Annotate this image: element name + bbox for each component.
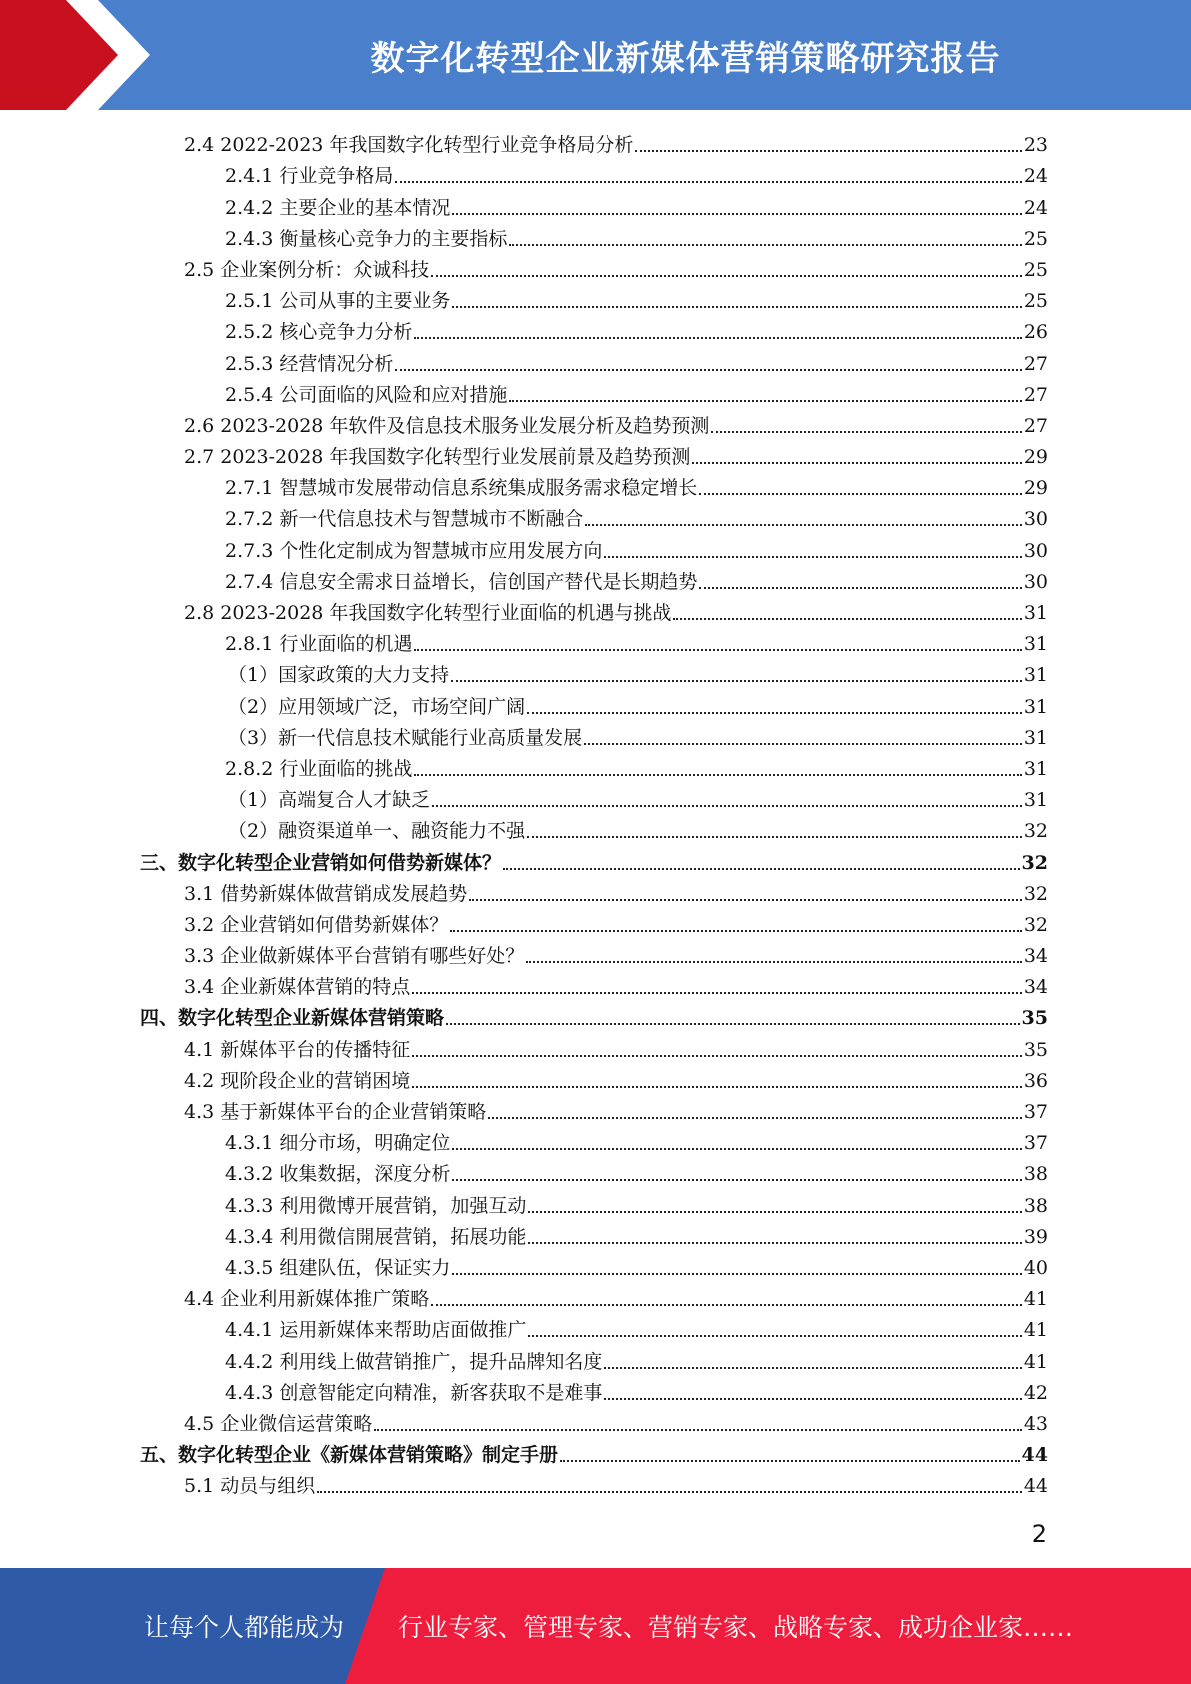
toc-entry-page: 31: [1023, 789, 1048, 812]
toc-entry[interactable]: [140, 190, 1048, 221]
toc-entry[interactable]: [140, 1344, 1048, 1375]
toc-entry[interactable]: [140, 1438, 1048, 1469]
toc-entry-label: （2）融资渠道单一、融资能力不强: [228, 820, 526, 843]
toc-dot-leader: [414, 774, 1021, 776]
toc-dot-leader: [451, 680, 1022, 682]
toc-entry-label: 2.5.1 公司从事的主要业务: [225, 290, 451, 313]
toc-dot-leader: [527, 712, 1022, 714]
toc-dot-leader: [560, 1460, 1020, 1462]
toc-entry-page: 42: [1023, 1381, 1048, 1404]
toc-dot-leader: [317, 1491, 1022, 1493]
toc-entry-label: 2.6 2023-2028 年软件及信息技术服务业发展分析及趋势预测: [184, 414, 710, 437]
toc-entry-label: 2.7.1 智慧城市发展带动信息系统集成服务需求稳定增长: [225, 477, 698, 500]
toc-entry[interactable]: [140, 1469, 1048, 1500]
toc-entry-page: 38: [1023, 1194, 1048, 1217]
toc-entry[interactable]: [140, 409, 1048, 440]
toc-entry[interactable]: [140, 159, 1048, 190]
header-chevron-decoration: [0, 0, 160, 110]
toc-entry-label: 2.8.2 行业面临的挑战: [225, 757, 413, 780]
toc-entry-label: 4.4.3 创意智能定向精准，新客获取不是难事: [225, 1381, 603, 1404]
toc-entry-page: 37: [1023, 1132, 1048, 1155]
toc-entry[interactable]: [140, 721, 1048, 752]
toc-entry-label: 4.3.5 组建队伍，保证实力: [225, 1256, 451, 1279]
toc-entry-label: 2.4.2 主要企业的基本情况: [225, 196, 451, 219]
toc-entry[interactable]: [140, 315, 1048, 346]
toc-dot-leader: [432, 805, 1022, 807]
toc-dot-leader: [395, 369, 1021, 371]
toc-dot-leader: [431, 275, 1022, 277]
toc-entry[interactable]: [140, 502, 1048, 533]
toc-dot-leader: [374, 1429, 1022, 1431]
toc-dot-leader: [528, 1211, 1021, 1213]
toc-entry-label: 2.5.3 经营情况分析: [225, 352, 394, 375]
toc-dot-leader: [452, 1273, 1021, 1275]
toc-entry-label: 3.1 借势新媒体做营销成发展趋势: [184, 882, 468, 905]
toc-entry-page: 35: [1023, 1038, 1048, 1061]
toc-entry[interactable]: [140, 877, 1048, 908]
toc-dot-leader: [528, 1335, 1021, 1337]
toc-entry[interactable]: [140, 284, 1048, 315]
toc-entry[interactable]: [140, 533, 1048, 564]
toc-entry-page: 31: [1023, 633, 1048, 656]
toc-entry[interactable]: [140, 1157, 1048, 1188]
toc-entry[interactable]: [140, 908, 1048, 939]
toc-entry-page: 44: [1021, 1444, 1048, 1467]
toc-entry-label: 2.7.4 信息安全需求日益增长，信创国产替代是长期趋势: [225, 570, 698, 593]
toc-entry[interactable]: [140, 783, 1048, 814]
toc-entry-label: 3.2 企业营销如何借势新媒体？: [184, 913, 449, 936]
toc-entry-page: 24: [1023, 196, 1048, 219]
toc-dot-leader: [528, 1242, 1021, 1244]
toc-dot-leader: [604, 1367, 1021, 1369]
footer-slogan-right: 行业专家、管理专家、营销专家、战略专家、成功企业家……: [398, 1613, 1074, 1642]
toc-entry-page: 31: [1023, 726, 1048, 749]
toc-entry[interactable]: [140, 471, 1048, 502]
toc-dot-leader: [452, 1148, 1021, 1150]
toc-entry-label: 五、数字化转型企业《新媒体营销策略》制定手册: [140, 1444, 559, 1467]
toc-dot-leader: [395, 181, 1021, 183]
toc-entry[interactable]: [140, 658, 1048, 689]
toc-entry-page: 43: [1023, 1412, 1048, 1435]
toc-entry-label: 4.3.3 利用微博开展营销，加强互动: [225, 1194, 527, 1217]
toc-dot-leader: [503, 868, 1020, 870]
toc-entry[interactable]: [140, 970, 1048, 1001]
toc-entry-page: 31: [1023, 602, 1048, 624]
toc-entry[interactable]: [140, 1313, 1048, 1344]
toc-dot-leader: [414, 337, 1021, 339]
toc-entry[interactable]: [140, 222, 1048, 253]
toc-entry[interactable]: [140, 1251, 1048, 1282]
toc-entry[interactable]: [140, 253, 1048, 284]
toc-dot-leader: [450, 930, 1022, 932]
toc-entry-label: 4.3 基于新媒体平台的企业营销策略: [184, 1101, 487, 1123]
toc-entry-label: 3.4 企业新媒体营销的特点: [184, 976, 411, 999]
toc-dot-leader: [699, 587, 1021, 589]
toc-entry[interactable]: [140, 752, 1048, 783]
toc-entry-page: 37: [1023, 1101, 1048, 1123]
toc-entry[interactable]: [140, 1001, 1048, 1032]
toc-dot-leader: [488, 1117, 1022, 1119]
toc-entry[interactable]: [140, 1188, 1048, 1219]
toc-entry-page: 34: [1023, 976, 1048, 999]
toc-entry[interactable]: [140, 440, 1048, 471]
toc-entry-page: 35: [1021, 1007, 1048, 1030]
toc-entry-page: 39: [1023, 1225, 1048, 1248]
toc-entry[interactable]: [140, 1032, 1048, 1063]
toc-entry-page: 26: [1023, 321, 1048, 344]
toc-dot-leader: [527, 836, 1022, 838]
toc-entry-page: 27: [1023, 414, 1048, 437]
toc-entry-page: 36: [1023, 1069, 1048, 1092]
toc-dot-leader: [509, 400, 1021, 402]
toc-entry-label: 2.5.2 核心竞争力分析: [225, 321, 413, 344]
toc-entry-page: 25: [1023, 290, 1048, 313]
toc-entry[interactable]: [140, 1126, 1048, 1157]
toc-entry-label: 2.7 2023-2028 年我国数字化转型行业发展前景及趋势预测: [184, 446, 691, 469]
toc-entry-label: 2.7.3 个性化定制成为智慧城市应用发展方向: [225, 539, 603, 562]
toc-entry[interactable]: [140, 627, 1048, 658]
toc-dot-leader: [452, 213, 1021, 215]
toc-entry-page: 41: [1023, 1288, 1048, 1311]
toc-entry-label: 4.4.1 运用新媒体来帮助店面做推广: [225, 1319, 527, 1342]
toc-entry-page: 32: [1021, 851, 1048, 874]
toc-entry-page: 27: [1023, 383, 1048, 406]
toc-entry-page: 25: [1023, 227, 1048, 250]
toc-entry-page: 32: [1023, 882, 1048, 905]
toc-entry-page: 32: [1023, 913, 1048, 936]
toc-entry-label: 4.3.1 细分市场，明确定位: [225, 1132, 451, 1155]
toc-dot-leader: [431, 1304, 1022, 1306]
toc-entry-page: 29: [1023, 477, 1048, 500]
toc-entry-label: 2.4 2022-2023 年我国数字化转型行业竞争格局分析: [184, 134, 634, 157]
toc-entry-page: 41: [1023, 1319, 1048, 1342]
toc-entry-label: 4.2 现阶段企业的营销困境: [184, 1069, 411, 1092]
toc-entry[interactable]: [140, 596, 1048, 627]
toc-entry-label: （1）高端复合人才缺乏: [228, 789, 431, 812]
toc-dot-leader: [526, 961, 1022, 963]
toc-entry-label: 4.5 企业微信运营策略: [184, 1412, 373, 1435]
toc-entry-page: 38: [1023, 1163, 1048, 1186]
footer-slogan-left: 让每个人都能成为: [144, 1613, 345, 1642]
toc-entry-label: 4.4.2 利用线上做营销推广，提升品牌知名度: [225, 1350, 603, 1373]
toc-entry-page: 44: [1023, 1475, 1048, 1498]
toc-entry-page: 34: [1023, 945, 1048, 968]
toc-entry-label: 2.5 企业案例分析：众诚科技: [184, 258, 430, 281]
toc-entry-label: 四、数字化转型企业新媒体营销策略: [140, 1007, 445, 1030]
toc-entry-page: 31: [1023, 757, 1048, 780]
toc-entry-page: 25: [1023, 258, 1048, 281]
toc-entry-page: 31: [1023, 664, 1048, 687]
toc-dot-leader: [692, 462, 1021, 464]
toc-entry-label: 三、数字化转型企业营销如何借势新媒体？: [140, 851, 502, 874]
toc-entry-label: 4.4 企业利用新媒体推广策略: [184, 1288, 430, 1311]
toc-entry-label: 2.4.3 衡量核心竞争力的主要指标: [225, 227, 508, 250]
toc-entry[interactable]: [140, 814, 1048, 845]
toc-dot-leader: [412, 1086, 1022, 1088]
toc-entry[interactable]: [140, 939, 1048, 970]
toc-entry[interactable]: [140, 1095, 1048, 1126]
toc-entry-page: 29: [1023, 446, 1048, 469]
toc-entry-label: 2.4.1 行业竞争格局: [225, 165, 394, 188]
toc-entry[interactable]: [140, 1407, 1048, 1438]
toc-entry-page: 40: [1023, 1256, 1048, 1279]
toc-dot-leader: [452, 1179, 1021, 1181]
toc-dot-leader: [604, 1398, 1021, 1400]
toc-entry[interactable]: [140, 346, 1048, 377]
toc-entry-page: 30: [1023, 508, 1048, 531]
toc-dot-leader: [412, 992, 1022, 994]
toc-dot-leader: [699, 493, 1021, 495]
toc-dot-leader: [635, 150, 1021, 152]
toc-entry[interactable]: [140, 565, 1048, 596]
toc-entry-label: 2.7.2 新一代信息技术与智慧城市不断融合: [225, 508, 584, 531]
toc-entry-label: 3.3 企业做新媒体平台营销有哪些好处？: [184, 945, 525, 968]
toc-entry-label: 5.1 动员与组织: [184, 1475, 316, 1498]
toc-dot-leader: [711, 431, 1021, 433]
toc-entry-label: （1）国家政策的大力支持: [228, 664, 450, 687]
toc-dot-leader: [604, 556, 1021, 558]
toc-dot-leader: [673, 618, 1021, 620]
toc-dot-leader: [584, 743, 1022, 745]
page-number: 2: [1031, 1520, 1047, 1548]
toc-entry-page: 27: [1023, 352, 1048, 375]
toc-entry-page: 30: [1023, 570, 1048, 593]
toc-entry[interactable]: [140, 1064, 1048, 1095]
toc-entry[interactable]: [140, 1220, 1048, 1251]
report-header: [0, 0, 1191, 110]
toc-entry-page: 32: [1023, 820, 1048, 843]
toc-entry-label: 4.1 新媒体平台的传播特征: [184, 1038, 411, 1061]
toc-entry[interactable]: [140, 378, 1048, 409]
toc-entry-page: 30: [1023, 539, 1048, 562]
toc-entry-page: 23: [1023, 134, 1048, 157]
toc-entry-label: 2.5.4 公司面临的风险和应对措施: [225, 383, 508, 406]
toc-entry-label: （3）新一代信息技术赋能行业高质量发展: [228, 726, 583, 749]
toc-entry-page: 31: [1023, 695, 1048, 718]
toc-dot-leader: [446, 1023, 1020, 1025]
toc-entry[interactable]: [140, 1282, 1048, 1313]
toc-entry-page: 41: [1023, 1350, 1048, 1373]
toc-entry[interactable]: [140, 1376, 1048, 1407]
toc-dot-leader: [509, 244, 1021, 246]
toc-dot-leader: [452, 306, 1021, 308]
toc-dot-leader: [414, 649, 1021, 651]
toc-entry-label: 2.8.1 行业面临的机遇: [225, 633, 413, 656]
toc-dot-leader: [412, 1055, 1022, 1057]
toc-entry-page: 24: [1023, 165, 1048, 188]
toc-entry-label: （2）应用领域广泛，市场空间广阔: [228, 695, 526, 718]
toc-entry-label: 4.3.4 利用微信開展营销，拓展功能: [225, 1225, 527, 1248]
toc-dot-leader: [469, 899, 1022, 901]
report-footer: [0, 1568, 1191, 1684]
toc-entry-label: 4.3.2 收集数据，深度分析: [225, 1163, 451, 1186]
report-title: 数字化转型企业新媒体营销策略研究报告: [370, 38, 1001, 79]
toc-entry-label: 2.8 2023-2028 年我国数字化转型行业面临的机遇与挑战: [184, 602, 672, 624]
table-of-contents: [140, 128, 1048, 1500]
toc-entry[interactable]: [140, 845, 1048, 876]
toc-entry[interactable]: [140, 128, 1048, 159]
toc-entry[interactable]: [140, 689, 1048, 720]
toc-dot-leader: [585, 524, 1021, 526]
